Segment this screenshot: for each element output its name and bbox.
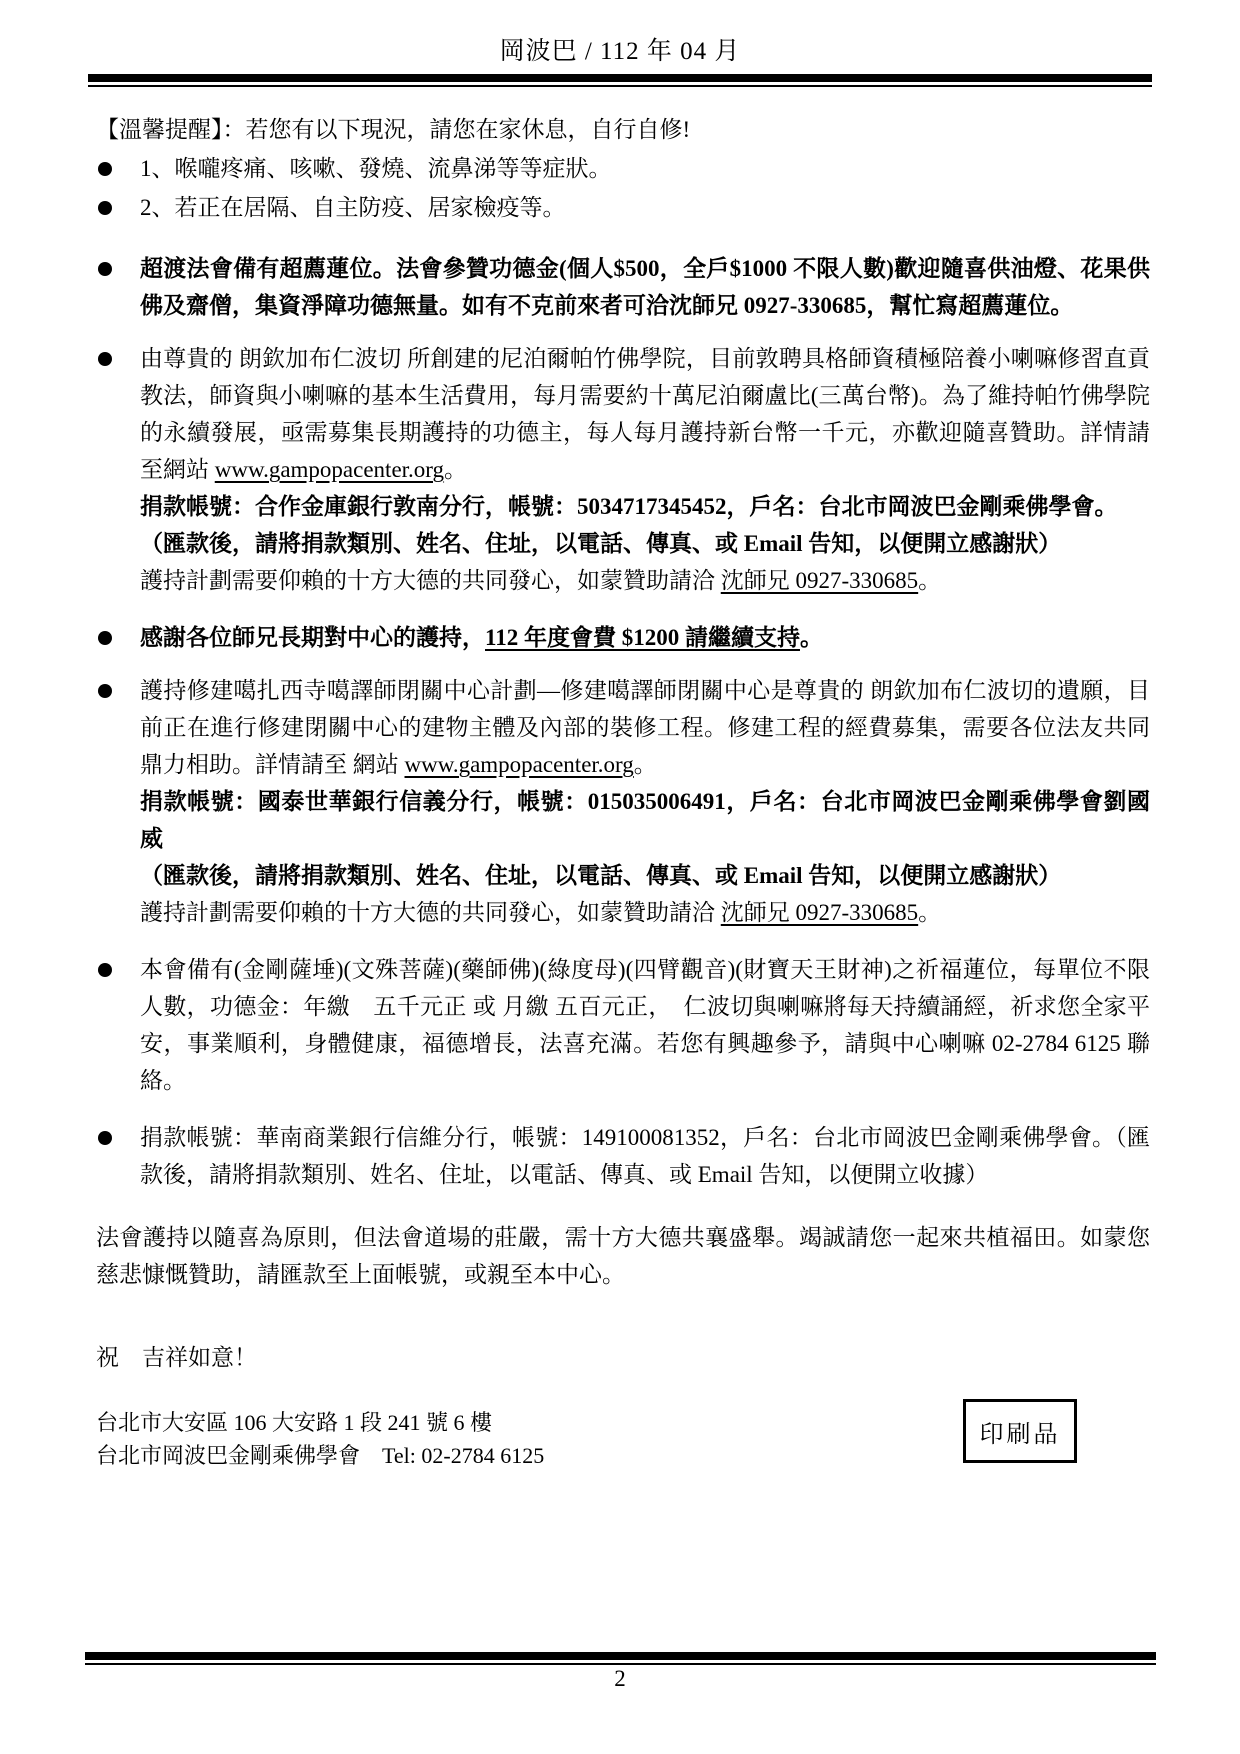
blessing-line: 祝 吉祥如意！	[96, 1345, 257, 1370]
bullet-icon	[96, 672, 140, 709]
retreat-support-end: 。	[918, 900, 942, 925]
college-intro-paragraph	[140, 340, 1150, 488]
footer-address-block	[96, 1406, 544, 1472]
header-divider-rule	[88, 74, 1152, 87]
bullet-icon	[96, 619, 140, 656]
bullet-icon	[96, 250, 140, 287]
reminder-item-1-text: 1、喉嚨疼痛、咳嗽、發燒、流鼻涕等等症狀。	[140, 156, 612, 181]
bullet-retreat-center	[96, 672, 1150, 931]
college-support-line	[140, 562, 1150, 599]
retreat-intro-paragraph	[140, 672, 1150, 783]
website-link[interactable]: www.gampopacenter.org	[404, 752, 634, 777]
reminder-item-1	[96, 150, 1150, 187]
bullet-memorial-service	[96, 250, 1150, 324]
bullet-icon	[96, 1119, 140, 1156]
website-link[interactable]: www.gampopacenter.org	[214, 457, 445, 482]
membership-end: 。	[799, 625, 823, 650]
contact-phone-underlined: 沈師兄 0927-330685	[720, 568, 919, 593]
college-support-pre: 護持計劃需要仰賴的十方大德的共同發心，如蒙贊助請洽	[140, 568, 721, 593]
college-intro-text: 由尊貴的 朗欽加布仁波切 所創建的尼泊爾帕竹佛學院，目前敦聘具格師資積極陪養小喇嘛修習直貢教法，師資與小喇嘛的基本生活費用，每月需要約十萬尼泊爾盧比(三萬台幣)。為了維持帕竹佛學院的永續發展，亟需募集長期護持的功德主，每人每月護持新台幣一千元，亦歡迎隨喜贊助。詳情請至網站	[140, 346, 1150, 482]
bullet-blessing-seats	[96, 951, 1150, 1099]
retreat-support-pre: 護持計劃需要仰賴的十方大德的共同發心，如蒙贊助請洽	[140, 900, 721, 925]
bullet-college-support	[96, 340, 1150, 599]
college-donation-account: 捐款帳號：合作金庫銀行敦南分行，帳號：5034717345452，戶名：台北市岡波巴金剛乘佛學會。	[140, 494, 1118, 519]
retreat-donation-account: 捐款帳號：國泰世華銀行信義分行，帳號：015035006491，戶名：台北市岡波巴金剛乘佛學會劉國威	[140, 789, 1150, 851]
bullet-huanan-account	[96, 1119, 1150, 1193]
memorial-service-text: 超渡法會備有超薦蓮位。法會參贊功德金(個人$500，全戶$1000 不限人數)歡迎隨喜供油燈、花果供佛及齋僧，集資淨障功德無量。如有不克前來者可洽沈師兄 0927-330685，幫忙寫超薦蓮位。	[140, 256, 1150, 318]
closing-paragraph: 法會護持以隨喜為原則，但法會道場的莊嚴，需十方大德共襄盛舉。竭誠請您一起來共植福田。如蒙您慈悲慷慨贊助，請匯款至上面帳號，或親至本中心。	[96, 1225, 1150, 1287]
retreat-support-line	[140, 894, 1150, 931]
retreat-remit-note: （匯款後，請將捐款類別、姓名、住址，以電話、傳真、或 Email 告知，以便開立感謝狀）	[140, 863, 1062, 888]
bullet-icon	[96, 150, 140, 187]
huanan-account-text: 捐款帳號：華南商業銀行信維分行，帳號：149100081352，戶名：台北市岡波巴金剛乘佛學會。（匯款後，請將捐款類別、姓名、住址，以電話、傳真、或 Email 告知，以便開立收據）	[140, 1125, 1150, 1187]
college-intro-period: 。	[444, 457, 468, 482]
footer-address-line2: 台北市岡波巴金剛乘佛學會 Tel: 02-2784 6125	[96, 1443, 545, 1468]
college-support-end: 。	[918, 568, 942, 593]
document-body	[96, 111, 1150, 1376]
footer-address-line1: 台北市大安區 106 大安路 1 段 241 號 6 樓	[96, 1410, 493, 1435]
page-header-title: 岡波巴 / 112 年 04 月	[499, 38, 741, 65]
membership-fee-underlined: 112 年度會費 $1200 請繼續支持	[485, 625, 800, 650]
page-number: 2	[614, 1666, 626, 1691]
college-remit-note: （匯款後，請將捐款類別、姓名、住址，以電話、傳真、或 Email 告知，以便開立感謝狀）	[140, 531, 1062, 556]
membership-pre: 感謝各位師兄長期對中心的護持，	[140, 625, 485, 650]
retreat-intro-period: 。	[633, 752, 657, 777]
contact-phone-underlined: 沈師兄 0927-330685	[720, 900, 919, 925]
footer-divider-rule	[85, 1652, 1156, 1665]
retreat-intro-text: 護持修建噶扎西寺噶譯師閉關中心計劃—修建噶譯師閉關中心是尊貴的 朗欽加布仁波切的遺願，目前正在進行修建閉關中心的建物主體及內部的裝修工程。修建工程的經費募集，需要各位法友共同鼎力相助。詳情請至 網站	[140, 678, 1150, 777]
blessing-seats-text: 本會備有(金剛薩埵)(文殊菩薩)(藥師佛)(綠度母)(四臂觀音)(財寶天王財神)之祈福蓮位，每單位不限人數，功德金：年繳 五千元正 或 月繳 五百元正， 仁波切與喇嘛將每天持續誦經，祈求您全家平安，事業順利，身體健康，福德增長，法喜充滿。若您有興趣參予，請與中心喇嘛 02-2784 6125 聯絡。	[140, 957, 1150, 1093]
reminder-heading: 【溫馨提醒】：若您有以下現況，請您在家休息，自行自修!	[96, 117, 691, 142]
bullet-icon	[96, 951, 140, 988]
bullet-icon	[96, 189, 140, 226]
membership-fee-line	[140, 619, 1150, 656]
bullet-membership-fee	[96, 619, 1150, 656]
bullet-icon	[96, 340, 140, 377]
printed-matter-stamp: 印刷品	[963, 1399, 1077, 1463]
reminder-item-2	[96, 189, 1150, 226]
reminder-item-2-text: 2、若正在居隔、自主防疫、居家檢疫等。	[140, 195, 566, 220]
